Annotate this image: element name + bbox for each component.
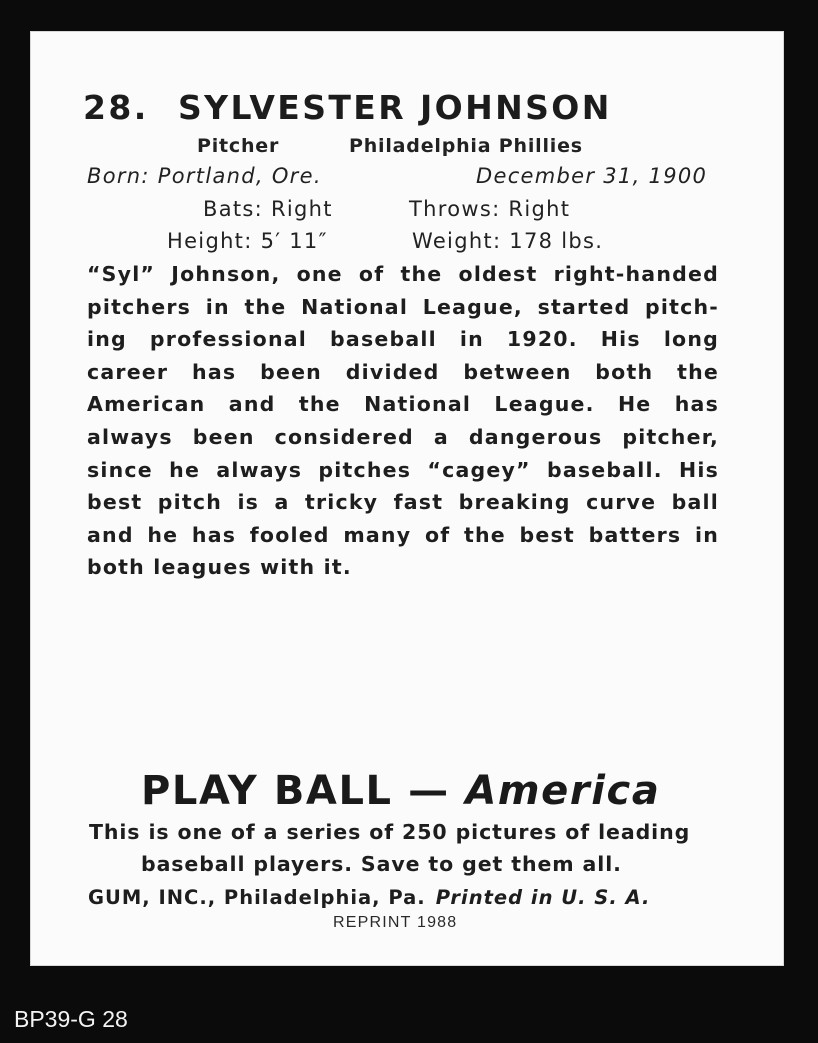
height: Height: 5′ 11″ <box>167 229 328 253</box>
weight: Weight: 178 lbs. <box>412 229 604 253</box>
player-position: Pitcher <box>197 135 280 157</box>
bio-line: best pitch is a tricky fast breaking curve ball <box>87 490 719 515</box>
bats: Bats: Right <box>203 197 333 221</box>
bio-line: “Syl” Johnson, one of the oldest right-handed <box>87 262 719 286</box>
bio-line: since he always pitches “cagey” baseball. His <box>87 457 719 482</box>
baseball-card-back <box>30 31 784 966</box>
bio-line: and he has fooled many of the best batters in <box>87 522 719 547</box>
bio-line: career has been divided between both the <box>87 359 719 384</box>
born-place-value: Portland, Ore. <box>157 164 322 188</box>
card-id-caption: BP39-G 28 <box>14 1006 128 1032</box>
publisher-line <box>88 886 650 909</box>
play-ball-heading <box>141 768 660 814</box>
play-ball-text: PLAY BALL — <box>141 768 450 814</box>
bio-line: both leagues with it. <box>87 555 352 580</box>
printed-in: Printed in U. S. A. <box>435 886 651 909</box>
player-biography <box>87 258 719 584</box>
player-name: SYLVESTER JOHNSON <box>178 88 612 127</box>
publisher-name: GUM, INC., Philadelphia, Pa. <box>88 886 426 909</box>
bio-line: pitchers in the National League, started pitch- <box>87 294 719 319</box>
player-header <box>83 88 643 127</box>
card-number: 28. <box>83 88 149 127</box>
player-team: Philadelphia Phillies <box>349 135 583 157</box>
series-line-1: This is one of a series of 250 pictures of leading <box>89 820 691 844</box>
birth-date: December 31, 1900 <box>476 164 708 188</box>
bio-line: ing professional baseball in 1920. His long <box>87 327 719 352</box>
bio-line: American and the National League. He has <box>87 392 719 417</box>
america-text: America <box>465 768 661 814</box>
born-label: Born: <box>87 164 150 188</box>
birth-place <box>87 164 322 188</box>
series-line-2: baseball players. Save to get them all. <box>141 852 622 876</box>
throws: Throws: Right <box>409 197 571 221</box>
bio-line: always been considered a dangerous pitcher, <box>87 424 719 449</box>
reprint-note: REPRINT 1988 <box>333 914 458 931</box>
